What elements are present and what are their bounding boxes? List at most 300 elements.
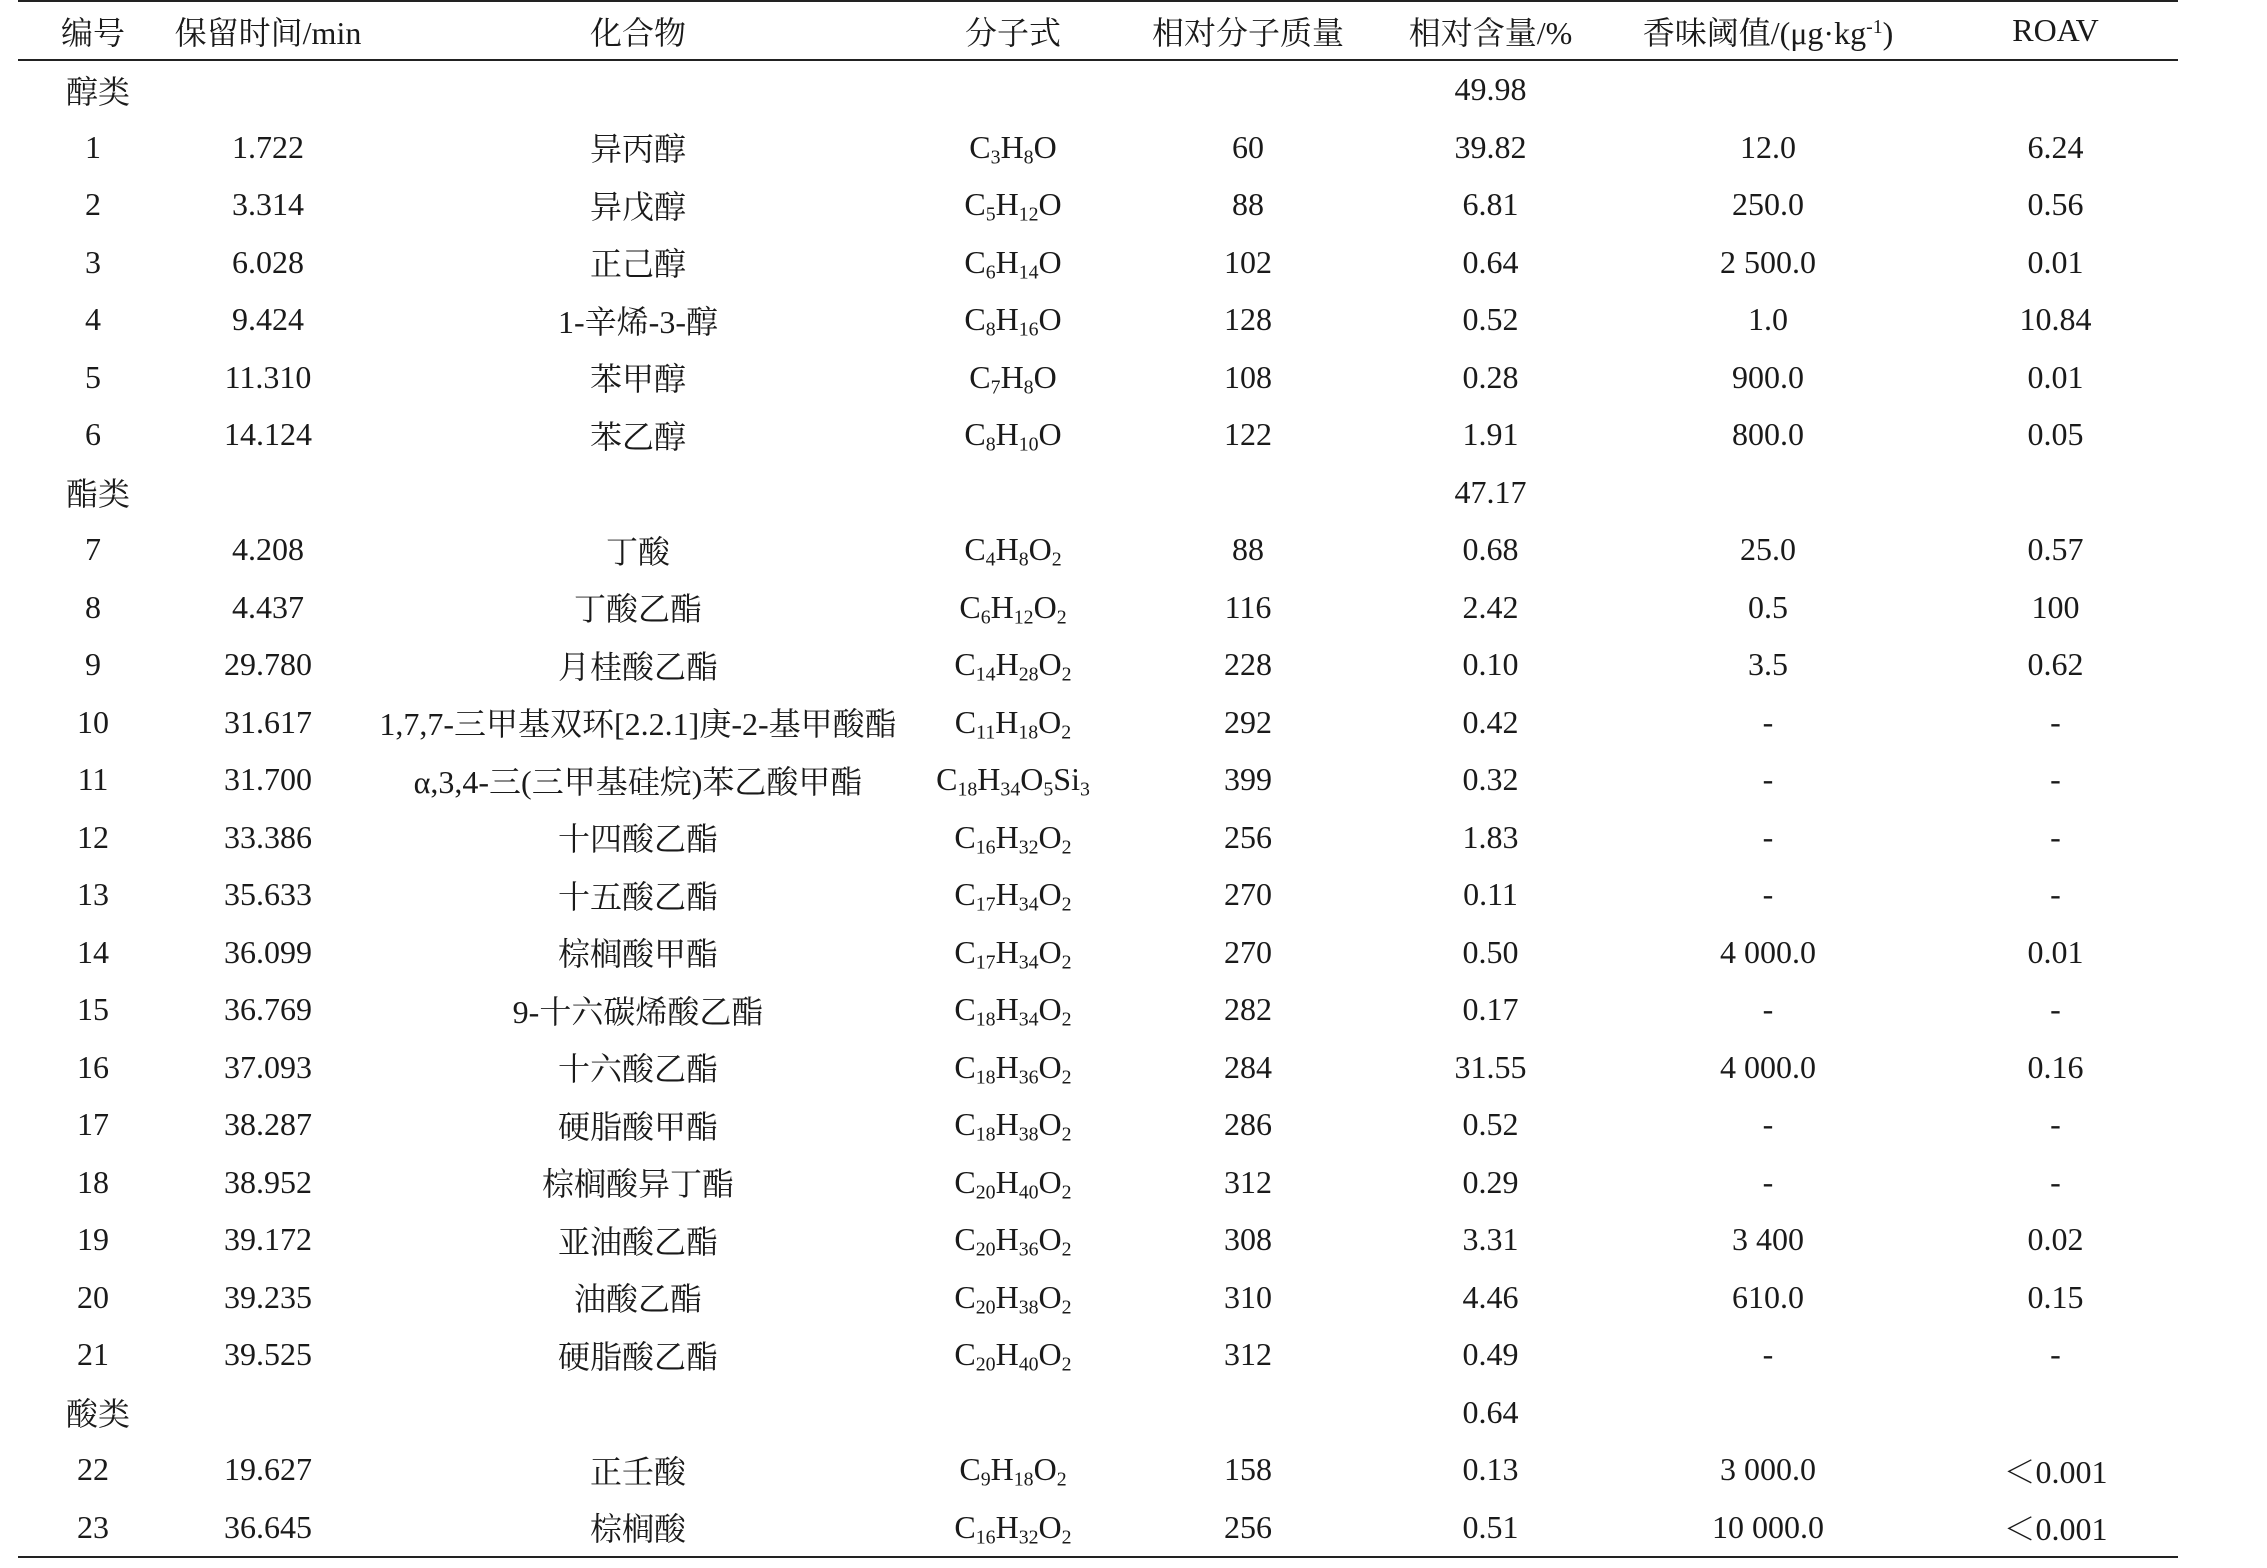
cell-odor-threshold: - <box>1762 761 1774 798</box>
cell-retention-time: 19.627 <box>224 1451 312 1488</box>
cell-roav: - <box>2050 1163 2061 1200</box>
formula-count: 18 <box>975 1008 996 1031</box>
formula-element: H <box>995 1508 1019 1545</box>
cell-relative-content: 2.42 <box>1462 588 1519 625</box>
cell-compound-name: 油酸乙酯 <box>573 1281 702 1318</box>
formula-element: O <box>1020 761 1044 798</box>
table-row <box>18 1096 2178 1154</box>
cell-relative-content: 1.91 <box>1462 416 1519 453</box>
empty-cell <box>1933 464 2178 522</box>
formula-count: 18 <box>975 1066 996 1089</box>
formula-count: 2 <box>1061 951 1072 974</box>
formula-count: 2 <box>1061 1296 1072 1319</box>
formula-element: H <box>977 761 1001 798</box>
formula-count: 40 <box>1018 1181 1039 1204</box>
cell-formula <box>908 521 1118 579</box>
formula-count: 5 <box>1043 778 1054 801</box>
formula-element: H <box>1000 128 1024 165</box>
formula-count: 28 <box>1018 663 1039 686</box>
formula-element: C <box>954 991 976 1028</box>
cell-molecular-weight: 270 <box>1224 933 1272 970</box>
formula-count: 9 <box>980 1468 991 1491</box>
formula-element: C <box>954 1221 976 1258</box>
cell-odor-threshold: 900.0 <box>1732 358 1804 395</box>
cell-retention-time: 38.287 <box>224 1106 312 1143</box>
cell-formula <box>908 1326 1118 1384</box>
cell-odor-threshold: 12.0 <box>1740 128 1796 165</box>
formula-count: 16 <box>1018 318 1039 341</box>
empty-cell <box>168 1384 368 1442</box>
formula-element: O <box>1038 876 1062 913</box>
formula-element: H <box>995 703 1019 740</box>
cell-molecular-weight: 60 <box>1232 128 1264 165</box>
formula-count: 8 <box>1018 548 1029 571</box>
formula-count: 34 <box>1018 951 1039 974</box>
empty-cell <box>368 1384 908 1442</box>
cell-relative-content: 0.10 <box>1462 646 1519 683</box>
formula-element: H <box>995 1106 1019 1143</box>
cell-id: 6 <box>85 416 101 453</box>
cell-retention-time: 6.028 <box>232 243 304 280</box>
cell-retention-time: 36.099 <box>224 933 312 970</box>
cell-formula <box>908 579 1118 637</box>
cell-odor-threshold: 2 500.0 <box>1720 243 1816 280</box>
header-odor-threshold-exponent: -1 <box>1866 15 1883 38</box>
cell-molecular-weight: 256 <box>1224 818 1272 855</box>
cell-relative-content: 0.52 <box>1462 301 1519 338</box>
cell-compound-name: 亚油酸乙酯 <box>557 1223 718 1260</box>
formula-count: 16 <box>975 836 996 859</box>
cell-formula <box>908 751 1118 809</box>
formula-count: 2 <box>1061 1353 1072 1376</box>
cell-formula <box>908 809 1118 867</box>
cell-odor-threshold: - <box>1762 1106 1774 1143</box>
header-relative-content: 相对含量/% <box>1378 1 1603 60</box>
formula-element: C <box>954 1048 976 1085</box>
formula-element: H <box>995 1221 1019 1258</box>
formula-element: C <box>969 358 991 395</box>
formula-element: H <box>995 818 1019 855</box>
cell-formula <box>908 119 1118 177</box>
cell-formula <box>908 866 1118 924</box>
table-row <box>18 866 2178 924</box>
formula-count: 36 <box>1018 1238 1039 1261</box>
table-row <box>18 694 2178 752</box>
formula-count: 34 <box>1018 1008 1039 1031</box>
cell-retention-time: 14.124 <box>224 416 312 453</box>
cell-retention-time: 38.952 <box>224 1163 312 1200</box>
empty-cell <box>1933 1384 2178 1442</box>
cell-retention-time: 39.235 <box>224 1278 312 1315</box>
table-row <box>18 1154 2178 1212</box>
cell-relative-content: 0.52 <box>1462 1106 1519 1143</box>
formula-element: H <box>995 186 1019 223</box>
cell-relative-content: 0.50 <box>1462 933 1519 970</box>
cell-formula <box>908 291 1118 349</box>
formula-element: O <box>1038 991 1062 1028</box>
cell-compound-name: 硬脂酸甲酯 <box>557 1108 718 1145</box>
header-retention-time: 保留时间/min <box>168 1 368 60</box>
formula-element: O <box>1038 1278 1062 1315</box>
cell-retention-time: 37.093 <box>224 1048 312 1085</box>
formula-element: O <box>1033 358 1057 395</box>
formula-element: C <box>954 1163 976 1200</box>
formula-count: 16 <box>975 1526 996 1549</box>
formula-element: C <box>954 818 976 855</box>
formula-element: C <box>964 243 986 280</box>
cell-molecular-weight: 270 <box>1224 876 1272 913</box>
cell-retention-time: 39.525 <box>224 1336 312 1373</box>
cell-id: 17 <box>77 1106 109 1143</box>
cell-formula <box>908 924 1118 982</box>
cell-compound-name: 苯甲醇 <box>589 361 686 398</box>
formula-element: C <box>959 588 981 625</box>
formula-count: 20 <box>975 1181 996 1204</box>
cell-odor-threshold: 3 400 <box>1732 1221 1804 1258</box>
cell-retention-time: 36.769 <box>224 991 312 1028</box>
cell-relative-content: 6.81 <box>1462 186 1519 223</box>
cell-relative-content: 0.64 <box>1462 243 1519 280</box>
formula-count: 17 <box>975 893 996 916</box>
cell-compound-name: 1,7,7-三甲基双环[2.2.1]庚-2-基甲酸酯 <box>379 706 897 743</box>
formula-count: 2 <box>1061 1123 1072 1146</box>
cell-odor-threshold: - <box>1762 703 1774 740</box>
formula-count: 5 <box>985 203 996 226</box>
formula-element: C <box>969 128 991 165</box>
formula-element: H <box>1000 358 1024 395</box>
cell-roav: ＜0.001 <box>1933 1499 2178 1558</box>
formula-element: C <box>959 1451 981 1488</box>
formula-count: 34 <box>1018 893 1039 916</box>
formula-count: 8 <box>985 433 996 456</box>
formula-count: 17 <box>975 951 996 974</box>
formula-element: O <box>1033 588 1057 625</box>
cell-compound-name: 正己醇 <box>589 246 686 283</box>
cell-odor-threshold: 3.5 <box>1748 646 1788 683</box>
cell-molecular-weight: 312 <box>1224 1163 1272 1200</box>
cell-odor-threshold: 3 000.0 <box>1720 1451 1816 1488</box>
formula-element: H <box>995 301 1019 338</box>
cell-id: 8 <box>85 588 101 625</box>
cell-odor-threshold: 4 000.0 <box>1720 933 1816 970</box>
cell-relative-content: 0.11 <box>1463 876 1518 913</box>
formula-element: O <box>1033 128 1057 165</box>
table-row <box>18 1441 2178 1499</box>
formula-element: O <box>1038 1336 1062 1373</box>
formula-count: 18 <box>1018 721 1039 744</box>
cell-molecular-weight: 158 <box>1224 1451 1272 1488</box>
cell-molecular-weight: 292 <box>1224 703 1272 740</box>
cell-formula <box>908 1499 1118 1558</box>
formula-element: C <box>954 876 976 913</box>
cell-relative-content: 0.49 <box>1462 1336 1519 1373</box>
cell-retention-time: 1.722 <box>232 128 304 165</box>
cell-formula <box>908 234 1118 292</box>
formula-element: H <box>995 1278 1019 1315</box>
cell-formula <box>908 1039 1118 1097</box>
empty-cell <box>168 464 368 522</box>
formula-element: H <box>995 416 1019 453</box>
formula-element: O <box>1038 1106 1062 1143</box>
formula-count: 10 <box>1018 433 1039 456</box>
cell-molecular-weight: 122 <box>1224 416 1272 453</box>
header-odor-threshold-close: ) <box>1882 14 1894 51</box>
cell-roav: - <box>2050 761 2061 798</box>
formula-element: C <box>964 301 986 338</box>
formula-element: H <box>995 991 1019 1028</box>
table-row <box>18 1211 2178 1269</box>
cell-compound-name: 棕榈酸甲酯 <box>557 936 718 973</box>
table-row <box>18 981 2178 1039</box>
table-row <box>18 234 2178 292</box>
empty-cell <box>368 464 908 522</box>
empty-cell <box>1118 60 1378 119</box>
header-odor-threshold <box>1603 1 1933 60</box>
formula-element: O <box>1038 646 1062 683</box>
formula-count: 2 <box>1061 836 1072 859</box>
formula-count: 18 <box>975 1123 996 1146</box>
empty-cell <box>1603 60 1933 119</box>
cell-relative-content: 31.55 <box>1454 1048 1527 1085</box>
header-roav: ROAV <box>1933 1 2178 60</box>
formula-count: 2 <box>1061 1526 1072 1549</box>
formula-count: 2 <box>1056 1468 1067 1491</box>
formula-element: C <box>964 416 986 453</box>
formula-element: H <box>995 646 1019 683</box>
cell-roav: ＜0.001 <box>2003 1453 2108 1490</box>
cell-id: 22 <box>77 1451 109 1488</box>
empty-cell <box>908 464 1118 522</box>
cell-id: 5 <box>85 358 101 395</box>
header-formula: 分子式 <box>908 1 1118 60</box>
table-row <box>18 636 2178 694</box>
formula-element: H <box>995 876 1019 913</box>
cell-compound-name: 正壬酸 <box>589 1453 686 1490</box>
formula-element: O <box>1038 1221 1062 1258</box>
formula-count: 32 <box>1018 1526 1039 1549</box>
cell-roav: 0.01 <box>2027 243 2084 280</box>
cell-odor-threshold: - <box>1762 1336 1774 1373</box>
formula-element: C <box>954 933 976 970</box>
formula-count: 2 <box>1061 893 1072 916</box>
cell-compound-name: 苯乙醇 <box>589 418 686 455</box>
cell-relative-content: 0.13 <box>1462 1451 1519 1488</box>
formula-element: Si <box>1053 761 1080 798</box>
cell-formula <box>908 176 1118 234</box>
cell-retention-time: 3.314 <box>232 186 304 223</box>
table-row <box>18 1039 2178 1097</box>
cell-retention-time: 31.700 <box>224 761 312 798</box>
cell-relative-content: 4.46 <box>1462 1278 1519 1315</box>
cell-compound-name: 十六酸乙酯 <box>557 1051 718 1088</box>
table-row <box>18 291 2178 349</box>
cell-id: 20 <box>77 1278 109 1315</box>
cell-retention-time: 29.780 <box>224 646 312 683</box>
formula-element: H <box>990 1451 1014 1488</box>
cell-roav: 0.02 <box>2027 1221 2084 1258</box>
formula-count: 18 <box>1013 1468 1034 1491</box>
cell-retention-time: 11.310 <box>224 358 312 395</box>
table-row <box>18 924 2178 982</box>
cell-roav: 0.57 <box>2027 531 2084 568</box>
cell-retention-time: 39.172 <box>224 1221 312 1258</box>
header-molecular-weight: 相对分子质量 <box>1118 1 1378 60</box>
formula-element: H <box>990 588 1014 625</box>
cell-molecular-weight: 286 <box>1224 1106 1272 1143</box>
cell-formula <box>908 1154 1118 1212</box>
cell-odor-threshold: 800.0 <box>1732 416 1804 453</box>
formula-element: O <box>1028 531 1052 568</box>
cell-compound-name: 十四酸乙酯 <box>557 821 718 858</box>
formula-element: O <box>1038 933 1062 970</box>
cell-id: 12 <box>77 818 109 855</box>
formula-element: O <box>1038 818 1062 855</box>
cell-odor-threshold: 1.0 <box>1748 301 1788 338</box>
formula-element: O <box>1038 1048 1062 1085</box>
cell-compound-name: 棕榈酸异丁酯 <box>541 1166 734 1203</box>
cell-roav: - <box>2050 876 2061 913</box>
table-row <box>18 579 2178 637</box>
header-compound: 化合物 <box>368 1 908 60</box>
formula-element: H <box>995 243 1019 280</box>
cell-formula <box>908 981 1118 1039</box>
cell-roav: 6.24 <box>2027 128 2084 165</box>
cell-id: 4 <box>85 301 101 338</box>
table-row <box>18 809 2178 867</box>
category-row <box>18 1384 2178 1442</box>
formula-count: 2 <box>1061 663 1072 686</box>
table-row <box>18 1269 2178 1327</box>
cell-id: 3 <box>85 243 101 280</box>
cell-relative-content: 0.28 <box>1462 358 1519 395</box>
formula-count: 2 <box>1061 721 1072 744</box>
cell-roav: 0.62 <box>2027 646 2084 683</box>
formula-element: C <box>964 186 986 223</box>
cell-compound-name: α,3,4-三(三甲基硅烷)苯乙酸甲酯 <box>413 763 863 800</box>
cell-compound-name: 异丙醇 <box>589 131 686 168</box>
formula-count: 12 <box>1018 203 1039 226</box>
cell-odor-threshold: - <box>1762 991 1774 1028</box>
category-total-content: 0.64 <box>1462 1393 1519 1430</box>
formula-count: 2 <box>1061 1181 1072 1204</box>
formula-element: H <box>995 1048 1019 1085</box>
cell-molecular-weight: 256 <box>1118 1499 1378 1558</box>
formula-count: 12 <box>1013 606 1034 629</box>
cell-odor-threshold: 250.0 <box>1732 186 1804 223</box>
formula-count: 14 <box>1018 261 1039 284</box>
formula-count: 20 <box>975 1296 996 1319</box>
table-row <box>18 176 2178 234</box>
formula-count: 36 <box>1018 1066 1039 1089</box>
formula-element: O <box>1038 1508 1062 1545</box>
formula-element: C <box>936 761 958 798</box>
formula-count: 32 <box>1018 836 1039 859</box>
cell-roav: - <box>2050 1336 2061 1373</box>
cell-formula <box>908 636 1118 694</box>
cell-retention-time: 4.208 <box>232 531 304 568</box>
header-id: 编号 <box>18 1 168 60</box>
cell-formula <box>908 1096 1118 1154</box>
formula-count: 34 <box>1000 778 1021 801</box>
cell-formula <box>908 1269 1118 1327</box>
cell-molecular-weight: 108 <box>1224 358 1272 395</box>
cell-molecular-weight: 399 <box>1224 761 1272 798</box>
formula-element: O <box>1038 243 1062 280</box>
cell-roav: - <box>2050 703 2061 740</box>
formula-count: 38 <box>1018 1296 1039 1319</box>
formula-element: C <box>954 646 976 683</box>
formula-element: O <box>1038 416 1062 453</box>
empty-cell <box>908 60 1118 119</box>
cell-compound-name: 十五酸乙酯 <box>557 878 718 915</box>
cell-odor-threshold: - <box>1762 1163 1774 1200</box>
cell-odor-threshold: - <box>1762 818 1774 855</box>
cell-compound-name: 丁酸乙酯 <box>573 591 702 628</box>
cell-retention-time: 31.617 <box>224 703 312 740</box>
formula-count: 8 <box>1023 146 1034 169</box>
cell-relative-content: 3.31 <box>1462 1221 1519 1258</box>
cell-compound-name: 月桂酸乙酯 <box>557 648 718 685</box>
cell-compound-name: 硬脂酸乙酯 <box>557 1338 718 1375</box>
table-row <box>18 406 2178 464</box>
cell-relative-content: 0.42 <box>1462 703 1519 740</box>
cell-odor-threshold: 610.0 <box>1732 1278 1804 1315</box>
cell-odor-threshold: 10 000.0 <box>1603 1499 1933 1558</box>
cell-molecular-weight: 88 <box>1232 186 1264 223</box>
empty-cell <box>908 1384 1118 1442</box>
table-row <box>18 349 2178 407</box>
formula-count: 20 <box>975 1238 996 1261</box>
cell-compound-name: 异戊醇 <box>589 188 686 225</box>
formula-count: 2 <box>1061 1008 1072 1031</box>
cell-odor-threshold: 4 000.0 <box>1720 1048 1816 1085</box>
formula-count: 2 <box>1061 1238 1072 1261</box>
cell-id: 13 <box>77 876 109 913</box>
cell-id: 7 <box>85 531 101 568</box>
cell-id: 15 <box>77 991 109 1028</box>
category-label: 醇类 <box>66 73 131 110</box>
cell-roav: 0.01 <box>2027 358 2084 395</box>
cell-id: 14 <box>77 933 109 970</box>
cell-retention-time: 35.633 <box>224 876 312 913</box>
cell-id: 21 <box>77 1336 109 1373</box>
formula-count: 3 <box>990 146 1001 169</box>
cell-formula <box>908 694 1118 752</box>
cell-molecular-weight: 312 <box>1224 1336 1272 1373</box>
formula-element: O <box>1038 1163 1062 1200</box>
cell-relative-content: 0.51 <box>1378 1499 1603 1558</box>
table-row <box>18 751 2178 809</box>
formula-element: O <box>1038 301 1062 338</box>
cell-roav: 0.01 <box>2027 933 2084 970</box>
formula-count: 7 <box>990 376 1001 399</box>
category-label: 酸类 <box>66 1396 131 1433</box>
cell-molecular-weight: 308 <box>1224 1221 1272 1258</box>
formula-element: O <box>1033 1451 1057 1488</box>
cell-compound-name: 9-十六碳烯酸乙酯 <box>512 993 764 1030</box>
cell-molecular-weight: 284 <box>1224 1048 1272 1085</box>
cell-odor-threshold: 25.0 <box>1740 531 1796 568</box>
category-row <box>18 464 2178 522</box>
empty-cell <box>368 60 908 119</box>
cell-retention-time: 4.437 <box>232 588 304 625</box>
formula-element: C <box>954 1508 976 1545</box>
cell-compound-name: 棕榈酸 <box>368 1499 908 1558</box>
formula-element: H <box>995 1163 1019 1200</box>
category-row <box>18 60 2178 119</box>
formula-count: 6 <box>980 606 991 629</box>
table-row <box>18 1499 2178 1558</box>
